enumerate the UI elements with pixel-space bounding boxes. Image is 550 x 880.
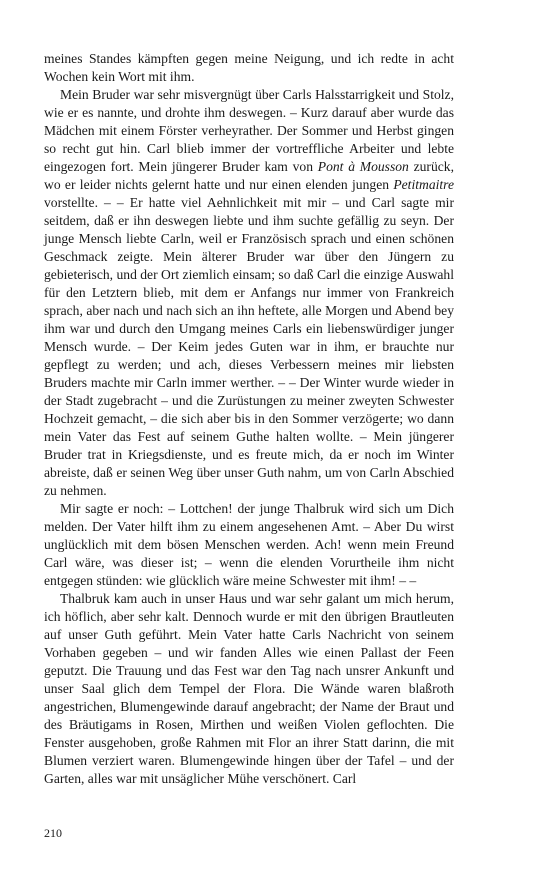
paragraph-1 — [44, 50, 454, 86]
paragraph-3 — [44, 500, 454, 590]
page-number: 210 — [44, 826, 62, 840]
page-text-block — [44, 50, 454, 788]
paragraph-2-text-c: vorstellte. – – Er hatte viel Aehnlichkeit mit mir – und Carl sagte mir seitdem, daß er ihn deswegen liebte und ihm suchte gefällig zu seyn. Der junge Mensch liebte Carln, weil er Französisch sprach und einen schönen Geschmack zeigte. Mein älterer Bruder war über den Jüngern zu gebieterisch, und der Ort ziemlich einsam; so daß Carl die einzige Auswahl für den Letztern blieb, mit dem er Anfangs nur immer von Frankreich sprach, aber nach und nach sich an ihn heftete, alle Morgen und Abend bey ihm war und durch den Umgang meines Carls ein liebenswürdiger junger Mensch wurde. – Der Keim jedes Guten war in ihm, er brauchte nur gepflegt zu werden; und ach, dieses Verbessern meines mir liebsten Bruders machte mir Carln immer werther. – – Der Winter wurde wieder in der Stadt zugebracht – und die Zurüstungen zu meiner zweyten Schwester Hochzeit gemacht, – die sich aber bis in den Sommer verzögerte; wo dann mein Vater das Fest auf seinem Guthe halten wollte. – Mein jüngerer Bruder trat in Kriegsdienste, und es freute mich, da er noch im Winter abreiste, daß er seinen Weg über unser Guth nahm, um von Carln Abschied zu nehmen. — [44, 195, 454, 498]
paragraph-2-text-a: Mein Bruder war sehr misvergnügt über Carls Halsstarrigkeit und Stolz, wie er es nannte, und drohte ihm deswegen. – Kurz darauf aber wurde das Mädchen mit einem Förster verheyrather. Der Sommer und Herbst gingen so recht gut hin. Carl blieb immer der vortreffliche Arbeiter und lebte eingezogen fort. Mein jüngerer Bruder kam von — [44, 87, 454, 174]
paragraph-2 — [44, 86, 454, 500]
paragraph-4-text: Thalbruk kam auch in unser Haus und war sehr galant um mich herum, ich höflich, aber sehr kalt. Dennoch wurde er mit den übrigen Brautleuten auf unser Guth geführt. Mein Vater hatte Carls Nachricht von seinem Vorhaben gegeben – und wir fanden Alles wie einen Pallast der Feen geputzt. Die Trauung und das Fest war den Tag nach unsrer Ankunft und unser Saal glich dem Tempel der Flora. Die Wände waren blaßroth angestrichen, Blumengewinde darauf angebracht; der Name der Braut und des Bräutigams in Rosen, Mirthen und weißen Violen geflochten. Die Fenster ausgehoben, große Rahmen mit Flor an ihrer Statt darinn, die mit Blumen verziert waren. Blumengewinde hingen über der Tafel – und der Garten, alles war mit unsäglicher Mühe verschönert. Carl — [44, 591, 454, 786]
place-name-italic: Pont à Mousson — [317, 159, 409, 174]
paragraph-4 — [44, 590, 454, 788]
paragraph-3-text: Mir sagte er noch: – Lottchen! der junge Thalbruk wird sich um Dich melden. Der Vater hilft ihm zu einem angesehenen Amt. – Aber Du wirst unglücklich mit dem bösen Menschen werden. Ach! wenn mein Freund Carl wäre, was dieser ist; – wenn die elenden Vorurtheile ihm nicht entgegen stünden: wie glücklich wäre meine Schwester mit ihm! – – — [44, 501, 454, 588]
petitmaitre-italic: Petitmaitre — [393, 177, 454, 192]
paragraph-1-text: meines Standes kämpften gegen meine Neigung, und ich redte in acht Wochen kein Wort mit ihm. — [44, 51, 454, 84]
paragraph-2-text-b: zurück, wo er leider nichts gelernt hatte und nur einen elenden jungen — [44, 159, 454, 192]
